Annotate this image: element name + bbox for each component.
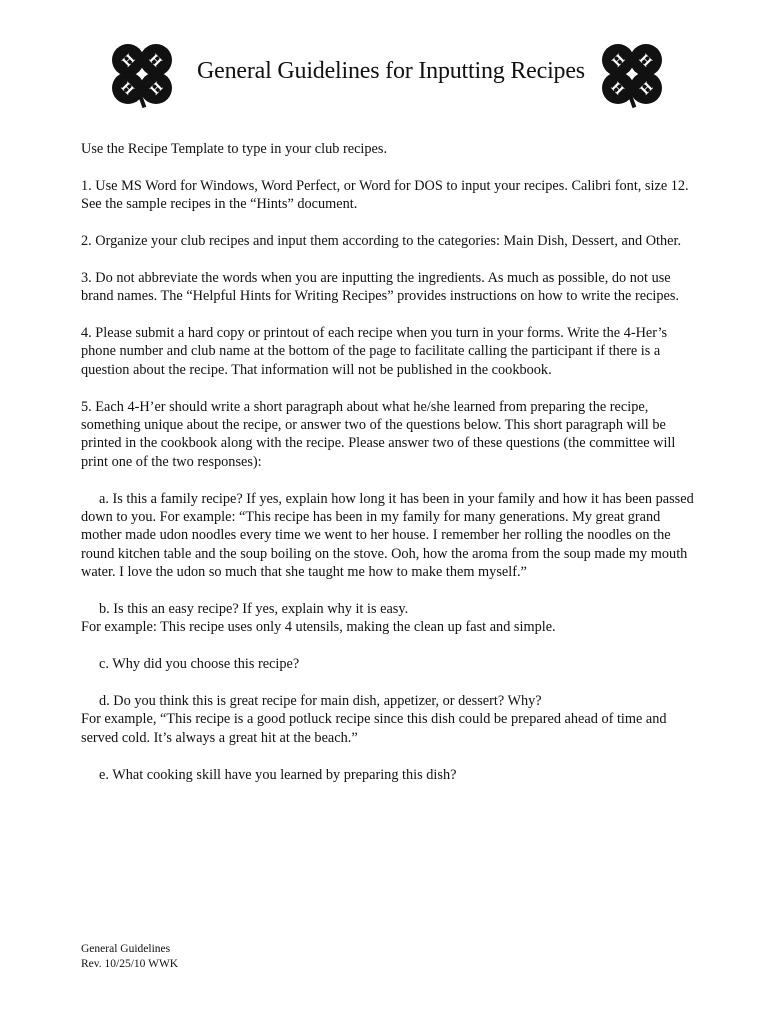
question-b-example: For example: This recipe uses only 4 utensils, making the clean up fast and simple. [81, 619, 556, 636]
question-d-prompt: d. Do you think this is great recipe for main dish, appetizer, or dessert? Why? [99, 693, 542, 710]
svg-text:H: H [607, 79, 627, 99]
intro-paragraph: Use the Recipe Template to type in your club recipes. [81, 141, 388, 157]
svg-text:H: H [637, 79, 657, 99]
guideline-item-4: 4. Please submit a hard copy or printout of each recipe when you turn in your forms. Write the 4-Her’s phone number and club name at the bottom of the page to facilitate calling the participant if there is a question about the recipe. That information will not be published in the cookbook. [81, 325, 668, 378]
footer-title: General Guidelines [81, 943, 171, 955]
question-e: e. What cooking skill have you learned by preparing this dish? [99, 766, 457, 783]
question-c: c. Why did you choose this recipe? [99, 656, 300, 673]
guideline-item-3: 3. Do not abbreviate the words when you are inputting the ingredients. As much as possible, do not use brand names. The “Helpful Hints for Writing Recipes” provides instructions on how to write the recipes. [81, 269, 680, 305]
svg-text:H: H [609, 51, 629, 71]
question-a: a. Is this a family recipe? If yes, explain how long it has been in your family and how it has been passed down to you. For example: “This recipe has been in my family for many generations. My great grand mother made udon noodles every time we went to her house. I remember her rolling the noodles on the round kitchen table and the soup boiling on the stove. Ooh, how the aroma from the soup made my mouth water. I love the udon so much that she taught me how to make them myself.” [81, 490, 694, 581]
svg-text:H: H [117, 79, 137, 99]
svg-text:H: H [147, 79, 167, 99]
question-d [81, 692, 701, 747]
page-footer [81, 942, 178, 972]
svg-text:H: H [145, 51, 165, 71]
four-h-clover-icon [596, 38, 668, 110]
four-h-clover-icon [106, 38, 178, 110]
guideline-item-2: 2. Organize your club recipes and input them according to the categories: Main Dish, Dessert, and Other. [81, 233, 682, 249]
svg-text:H: H [635, 51, 655, 71]
question-b [81, 600, 701, 637]
question-b-prompt: b. Is this an easy recipe? If yes, explain why it is easy. [99, 601, 409, 618]
svg-text:H: H [119, 51, 139, 71]
guidelines-body [81, 140, 701, 802]
guideline-item-1: 1. Use MS Word for Windows, Word Perfect, or Word for DOS to input your recipes. Calibri font, size 12. See the sample recipes in the “Hints” document. [81, 177, 689, 213]
question-d-example: For example, “This recipe is a good potluck recipe since this dish could be prepared ahead of time and served cold. It’s always a great hit at the beach.” [81, 711, 667, 746]
page-title: General Guidelines for Inputting Recipes [197, 58, 585, 84]
guideline-item-5: 5. Each 4-H’er should write a short paragraph about what he/she learned from preparing the recipe, something unique about the recipe, or answer two of the questions below. This short paragraph will be printed in the cookbook along with the recipe. Please answer two of these questions (the committee will print one of the two responses): [81, 398, 676, 470]
footer-revision: Rev. 10/25/10 WWK [81, 958, 179, 970]
